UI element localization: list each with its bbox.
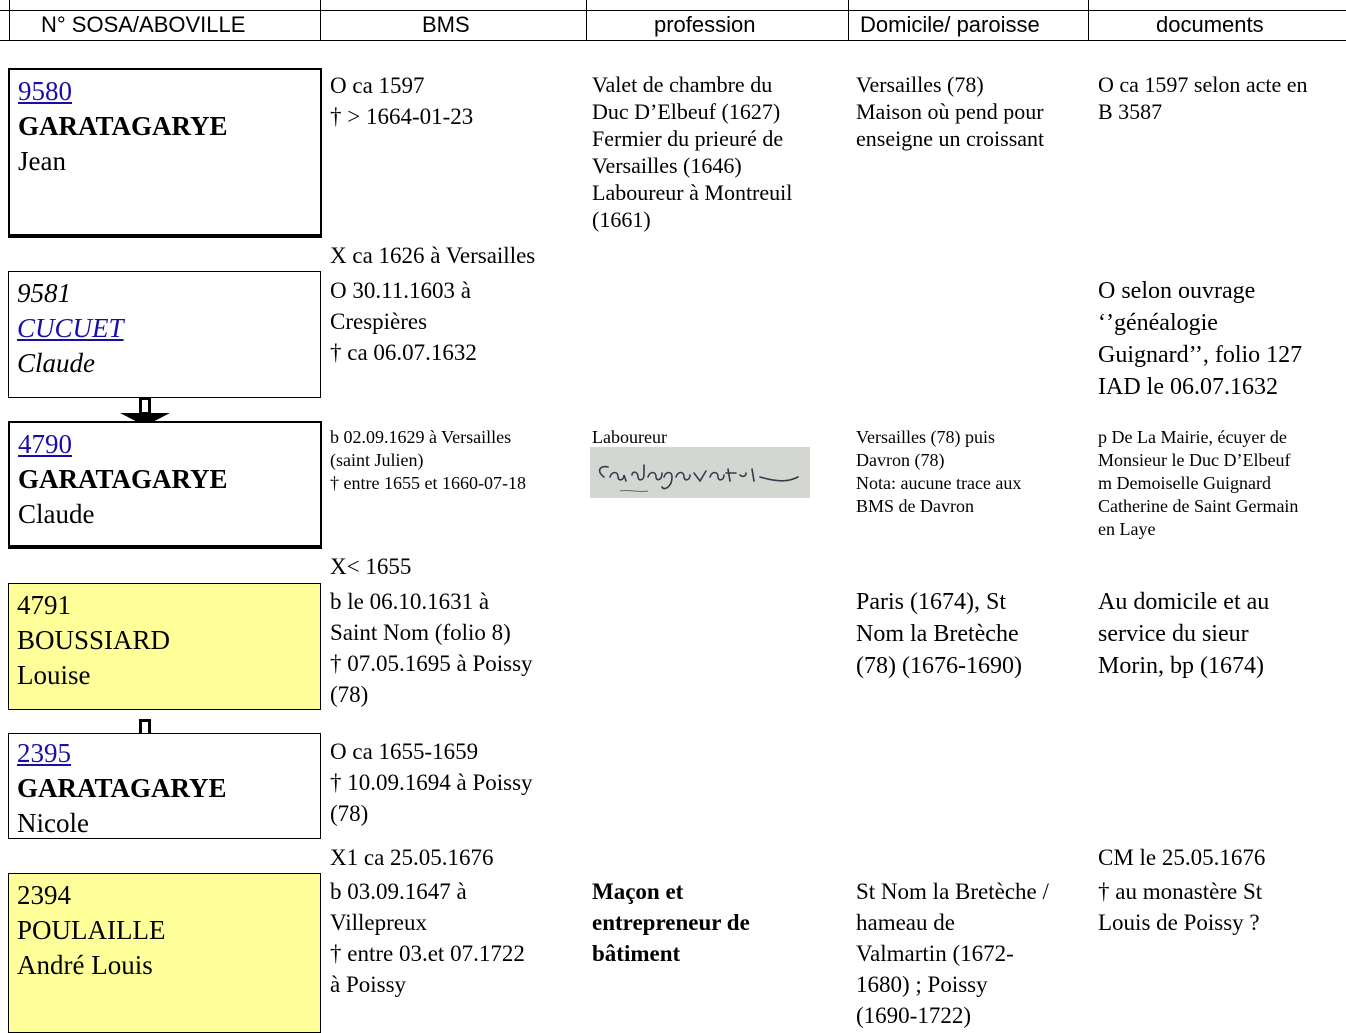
header-divider	[1088, 0, 1089, 41]
person-card	[8, 583, 321, 710]
bms-line: (saint Julien)	[330, 450, 424, 470]
documents-line: service du sieur	[1098, 621, 1249, 647]
person-card	[8, 68, 322, 238]
sosa-link[interactable]: 2395	[17, 738, 71, 768]
person-surname: GARATAGARYE	[17, 773, 227, 803]
person-card	[8, 271, 321, 398]
bms-line: † ca 06.07.1632	[330, 340, 477, 365]
header-divider	[586, 0, 587, 41]
sosa-link[interactable]: 9580	[18, 76, 72, 106]
documents-line: ‘’généalogie	[1098, 310, 1218, 336]
bms-line: † > 1664-01-23	[330, 104, 474, 129]
documents-line: Au domicile et au	[1098, 589, 1270, 615]
bms-line: † 07.05.1695 à Poissy	[330, 651, 533, 676]
profession-line: Duc D’Elbeuf (1627)	[592, 99, 781, 124]
domicile-line: Nota: aucune trace aux	[856, 473, 1022, 493]
domicile-line: hameau de	[856, 910, 955, 935]
signature-image	[590, 447, 810, 498]
marriage-label: X1 ca 25.05.1676	[330, 845, 494, 870]
documents-line: en Laye	[1098, 519, 1156, 539]
documents-cell	[1098, 586, 1269, 682]
bms-line: O 30.11.1603 à	[330, 278, 471, 303]
documents-line: Monsieur le Duc D’Elbeuf	[1098, 450, 1291, 470]
marriage-label: X< 1655	[330, 554, 412, 579]
domicile-line: Nom la Bretèche	[856, 621, 1019, 647]
profession-line: Maçon et	[592, 879, 684, 904]
profession-line: entrepreneur de	[592, 910, 750, 935]
documents-cell	[1098, 275, 1302, 403]
domicile-line: (1690-1722)	[856, 1003, 971, 1028]
person-firstname: Jean	[18, 146, 66, 176]
sosa-number: 9581	[17, 278, 71, 308]
header-bottom-rule	[0, 40, 1346, 41]
person-card	[8, 733, 321, 839]
header-sosa: N° SOSA/ABOVILLE	[41, 12, 246, 37]
bms-line: Villepreux	[330, 910, 427, 935]
header-bms: BMS	[422, 12, 470, 37]
documents-line: Catherine de Saint Germain	[1098, 496, 1299, 516]
sosa-number: 4791	[17, 590, 71, 620]
profession-cell	[592, 876, 750, 969]
documents-line: B 3587	[1098, 99, 1163, 124]
domicile-cell	[856, 876, 1049, 1031]
sosa-link[interactable]: 4790	[18, 429, 72, 459]
documents-line: O ca 1597 selon acte en	[1098, 72, 1308, 97]
profession-line: Fermier du prieuré de	[592, 126, 784, 151]
bms-cell	[330, 275, 477, 368]
person-surname: GARATAGARYE	[18, 111, 228, 141]
documents-line: Morin, bp (1674)	[1098, 653, 1264, 679]
documents-line: O selon ouvrage	[1098, 278, 1256, 304]
domicile-line: Versailles (78) puis	[856, 427, 995, 447]
header-divider	[320, 0, 321, 41]
domicile-line: St Nom la Bretèche /	[856, 879, 1049, 904]
sosa-number: 2394	[17, 880, 71, 910]
bms-cell	[330, 426, 526, 495]
header-domicile: Domicile/ paroisse	[860, 12, 1040, 37]
surname-link[interactable]: CUCUET	[17, 313, 124, 343]
documents-line: IAD le 06.07.1632	[1098, 374, 1278, 400]
bms-cell	[330, 876, 525, 1000]
bms-line: † entre 03.et 07.1722	[330, 941, 525, 966]
bms-cell	[330, 736, 533, 829]
bms-line: b 02.09.1629 à Versailles	[330, 427, 512, 447]
profession-line: Laboureur à Montreuil	[592, 180, 793, 205]
bms-line: O ca 1655-1659	[330, 739, 479, 764]
documents-line: m Demoiselle Guignard	[1098, 473, 1271, 493]
header-divider	[9, 0, 10, 41]
documents-line: † au monastère St	[1098, 879, 1263, 904]
profession-cell	[592, 71, 792, 233]
person-firstname: Claude	[18, 499, 95, 529]
bms-line: O ca 1597	[330, 73, 425, 98]
profession-line: Versailles (1646)	[592, 153, 742, 178]
person-surname: POULAILLE	[17, 915, 166, 945]
documents-line: Guignard’’, folio 127	[1098, 342, 1303, 368]
bms-line: (78)	[330, 801, 369, 826]
person-surname: BOUSSIARD	[17, 625, 171, 655]
documents-cell	[1098, 876, 1262, 938]
table-header	[0, 0, 1346, 41]
documents-line: Louis de Poissy ?	[1098, 910, 1260, 935]
bms-line: à Poissy	[330, 972, 407, 997]
bms-line: (78)	[330, 682, 369, 707]
bms-line: b le 06.10.1631 à	[330, 589, 490, 614]
bms-line: Crespières	[330, 309, 428, 334]
profession-line: bâtiment	[592, 941, 681, 966]
header-divider	[848, 0, 849, 41]
domicile-line: (78) (1676-1690)	[856, 653, 1022, 679]
person-firstname: Nicole	[17, 808, 89, 838]
domicile-line: enseigne un croissant	[856, 126, 1045, 151]
domicile-line: Valmartin (1672-	[856, 941, 1014, 966]
bms-line: b 03.09.1647 à	[330, 879, 467, 904]
domicile-line: Maison où pend pour	[856, 99, 1044, 124]
header-profession: profession	[654, 12, 756, 37]
header-documents: documents	[1156, 12, 1264, 37]
domicile-line: Versailles (78)	[856, 72, 984, 97]
profession-cell	[592, 426, 667, 449]
person-card	[8, 873, 321, 1033]
bms-cell	[330, 70, 473, 132]
domicile-cell	[856, 71, 1044, 152]
profession-line: Laboureur	[592, 427, 667, 447]
documents-cell	[1098, 71, 1308, 125]
documents-line: p De La Mairie, écuyer de	[1098, 427, 1287, 447]
person-firstname: Louise	[17, 660, 91, 690]
bms-cell	[330, 586, 533, 710]
documents-cell	[1098, 426, 1298, 541]
bms-line: † 10.09.1694 à Poissy	[330, 770, 533, 795]
person-surname: GARATAGARYE	[18, 464, 228, 494]
bms-line: † entre 1655 et 1660-07-18	[330, 473, 526, 493]
domicile-line: Davron (78)	[856, 450, 945, 470]
domicile-line: Paris (1674), St	[856, 589, 1006, 615]
domicile-cell	[856, 586, 1022, 682]
domicile-line: 1680) ; Poissy	[856, 972, 988, 997]
marriage-document: CM le 25.05.1676	[1098, 845, 1266, 870]
profession-line: (1661)	[592, 207, 651, 232]
bms-line: Saint Nom (folio 8)	[330, 620, 511, 645]
profession-line: Valet de chambre du	[592, 72, 773, 97]
marriage-label: X ca 1626 à Versailles	[330, 243, 536, 268]
person-card	[8, 421, 322, 549]
person-firstname: Claude	[17, 348, 95, 378]
domicile-cell	[856, 426, 1021, 518]
domicile-line: BMS de Davron	[856, 496, 974, 516]
person-firstname: André Louis	[17, 950, 153, 980]
